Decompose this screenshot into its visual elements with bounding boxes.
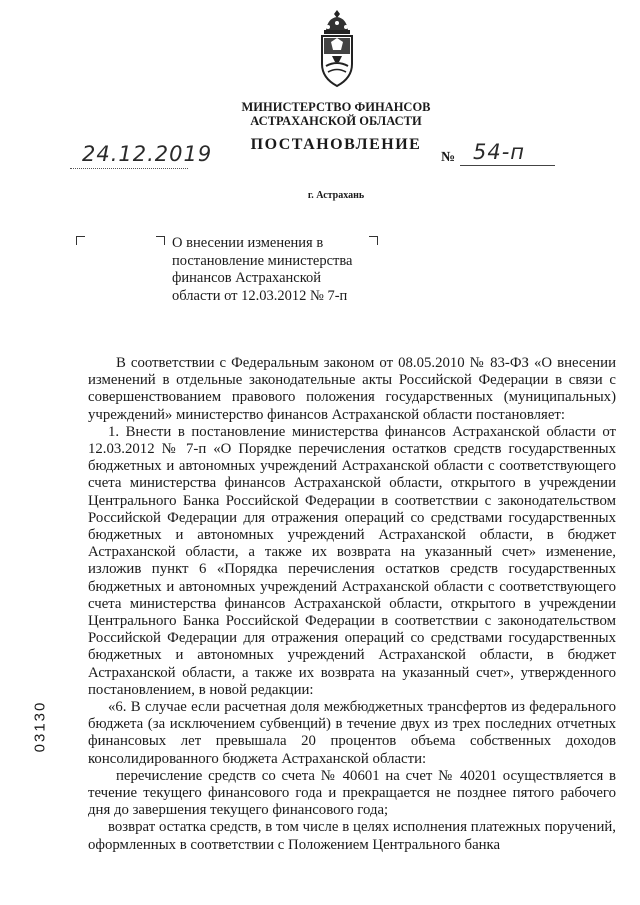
subject-line: финансов Астраханской — [172, 270, 322, 286]
document-subject — [172, 235, 372, 305]
bracket-corner-mid — [156, 236, 165, 245]
document-type: ПОСТАНОВЛЕНИЕ — [250, 136, 422, 153]
ministry-name — [0, 100, 640, 128]
body-paragraph: «6. В случае если расчетная доля межбюджетных трансфертов из федерального бюджета (за исключением субвенций) в течение двух из трех последних отчетных финансовых лет превышала 20 процентов объема собственных доходов консолидированного бюджета Астраханской области: — [88, 699, 616, 767]
body-paragraph: перечисление средств со счета № 40601 на счет № 40201 осуществляется в течение текущего финансового года и прекращается не позднее пятого рабочего дня до завершения текущего финансового года; — [88, 767, 616, 819]
subject-line: О внесении изменения в — [172, 235, 324, 251]
number-sign: № — [441, 150, 456, 165]
city-label: г. Астрахань — [307, 190, 365, 201]
side-registration-code: 03130 — [31, 700, 49, 753]
date-underline — [70, 168, 188, 169]
bracket-corner-left — [76, 236, 85, 245]
body-paragraph: В соответствии с Федеральным законом от 08.05.2010 № 83-ФЗ «О внесении изменений в отдельные законодательные акты Российской Федерации в связи с совершенствованием правового положения государственных (муниципальных) учреждений» министерство финансов Астраханской области постановляет: — [88, 355, 616, 423]
astrakhan-region-coat-of-arms-icon — [314, 8, 360, 92]
document-body — [88, 355, 616, 854]
subject-line: области от 12.03.2012 № 7-п — [172, 287, 348, 304]
ministry-name-line1: МИНИСТЕРСТВО ФИНАНСОВ — [241, 100, 431, 114]
body-paragraph: возврат остатка средств, в том числе в целях исполнения платежных поручений, оформленных в соответствии с Положением Центрального банка — [88, 819, 616, 853]
ministry-name-line2: АСТРАХАНСКОЙ ОБЛАСТИ — [250, 114, 422, 128]
subject-line: постановление министерства — [172, 252, 353, 269]
body-paragraph: 1. Внести в постановление министерства финансов Астраханской области от 12.03.2012 № 7-п «О Порядке перечисления остатков средств государственных бюджетных и автономных учреждений Астраханской области с соответствующего счета министерства финансов Астраханской области, открытого в учреждении Центрального Банка Российской Федерации в соответствии с законодательством Российской Федерации для отражения операций со средствами государственных бюджетных и автономных учреждений Астраханской области, в бюджет Астраханской области, а также их возврата на указанный счет» изменение, изложив пункт 6 «Порядка перечисления остатков средств государственных бюджетных и автономных учреждений Астраханской области с соответствующего счета министерства финансов Астраханской области, открытого в учреждении Центрального Банка Российской Федерации в соответствии с законодательством Российской Федерации для отражения операций со средствами государственных бюджетных и автономных учреждений Астраханской области, в бюджет Астраханской области, а также их возврата на указанный счет», утвержденного постановлением, в новой редакции: — [88, 423, 616, 698]
document-number: 54-п — [473, 140, 526, 164]
document-date: 24.12.2019 — [82, 142, 213, 166]
number-underline — [460, 165, 555, 166]
